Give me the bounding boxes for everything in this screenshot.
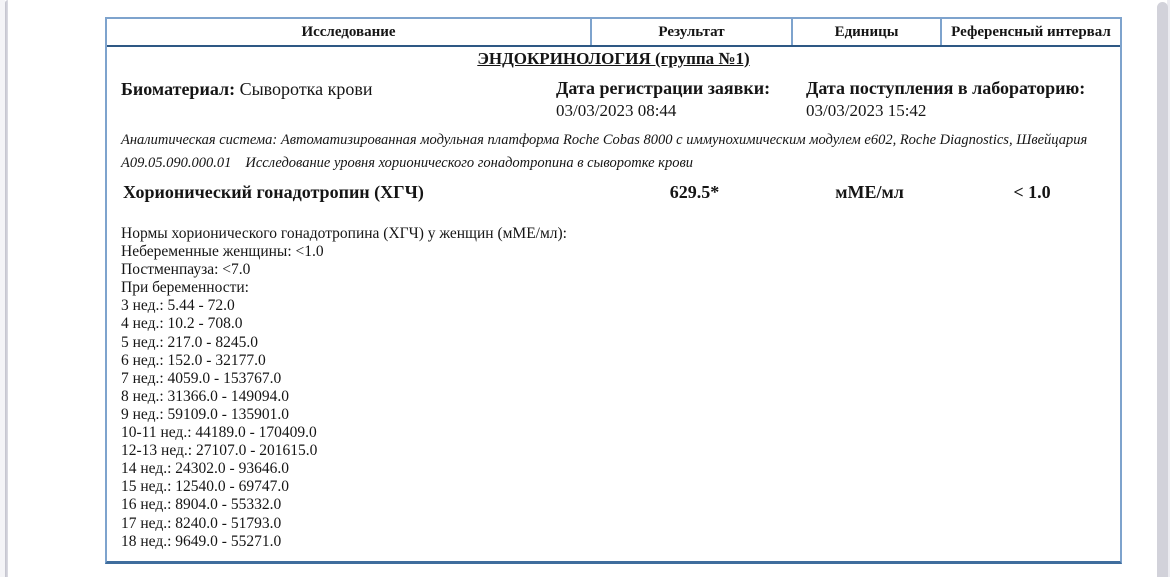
test-code: A09.05.090.000.01	[121, 155, 232, 171]
norms-block	[121, 225, 1100, 551]
result-value: 629.5*	[669, 182, 720, 202]
norm-line: 17 нед.: 8240.0 - 51793.0	[121, 514, 282, 532]
column-header-units: Единицы	[793, 19, 942, 45]
column-header-study: Исследование	[107, 19, 592, 45]
page-edge-left-divider	[5, 0, 8, 577]
norm-line: Небеременные женщины: <1.0	[121, 243, 324, 261]
norm-line: Постменпауза: <7.0	[121, 261, 251, 279]
norm-line: 18 нед.: 9649.0 - 55271.0	[121, 532, 282, 550]
arrival-date-value: 03/03/2023 15:42	[806, 101, 927, 120]
norm-line: 16 нед.: 8904.0 - 55332.0	[121, 496, 282, 514]
registration-date-value: 03/03/2023 08:44	[556, 101, 677, 120]
test-description: Исследование уровня хорионического гонадотропина в сыворотке крови	[245, 155, 694, 171]
biomaterial	[121, 79, 373, 100]
result-units: мМЕ/мл	[835, 182, 904, 202]
norm-line: 12-13 нед.: 27107.0 - 201615.0	[121, 442, 318, 460]
test-code-line	[121, 154, 1098, 172]
arrival-date-label: Дата поступления в лабораторию:	[806, 78, 1086, 98]
norm-line: 4 нед.: 10.2 - 708.0	[121, 315, 243, 333]
scrollbar-thumb[interactable]	[1157, 2, 1168, 577]
result-row	[107, 181, 1120, 204]
column-header-reference: Референсный интервал	[951, 23, 1111, 40]
registration-date-block	[556, 77, 770, 122]
result-test-name: Хорионический гонадотропин (ХГЧ)	[123, 182, 424, 202]
table-body	[107, 49, 1120, 551]
norm-line: 3 нед.: 5.44 - 72.0	[121, 297, 235, 315]
norm-line: 15 нед.: 12540.0 - 69747.0	[121, 478, 289, 496]
analytical-system-note: Аналитическая система: Автоматизированная модульная платформа Roche Cobas 8000 с иммунохимическим модулем e602, Roche Diagnostics, Швейцария	[121, 132, 1088, 148]
norms-list	[121, 243, 1100, 551]
norm-line: 7 нед.: 4059.0 - 153767.0	[121, 369, 282, 387]
norm-line: 6 нед.: 152.0 - 32177.0	[121, 351, 266, 369]
column-header-result: Результат	[592, 19, 793, 45]
biomaterial-label: Биоматериал:	[121, 79, 236, 99]
table-header-row	[107, 19, 1120, 47]
norm-line: 14 нед.: 24302.0 - 93646.0	[121, 460, 289, 478]
lab-report-table	[105, 17, 1122, 564]
section-title: ЭНДОКРИНОЛОГИЯ (группа №1)	[477, 49, 750, 68]
norm-line: 8 нед.: 31366.0 - 149094.0	[121, 387, 289, 405]
meta-row	[107, 77, 1120, 125]
norm-line: 10-11 нед.: 44189.0 - 170409.0	[121, 424, 317, 442]
norm-line: При беременности:	[121, 279, 249, 297]
result-reference-value: < 1.0	[1013, 182, 1051, 202]
norm-line: 5 нед.: 217.0 - 8245.0	[121, 333, 258, 351]
biomaterial-value: Сыворотка крови	[239, 79, 373, 99]
norm-line: 9 нед.: 59109.0 - 135901.0	[121, 405, 289, 423]
registration-date-label: Дата регистрации заявки:	[556, 78, 771, 98]
arrival-date-block	[806, 77, 1085, 122]
norms-title: Нормы хорионического гонадотропина (ХГЧ) у женщин (мМЕ/мл):	[121, 225, 567, 242]
